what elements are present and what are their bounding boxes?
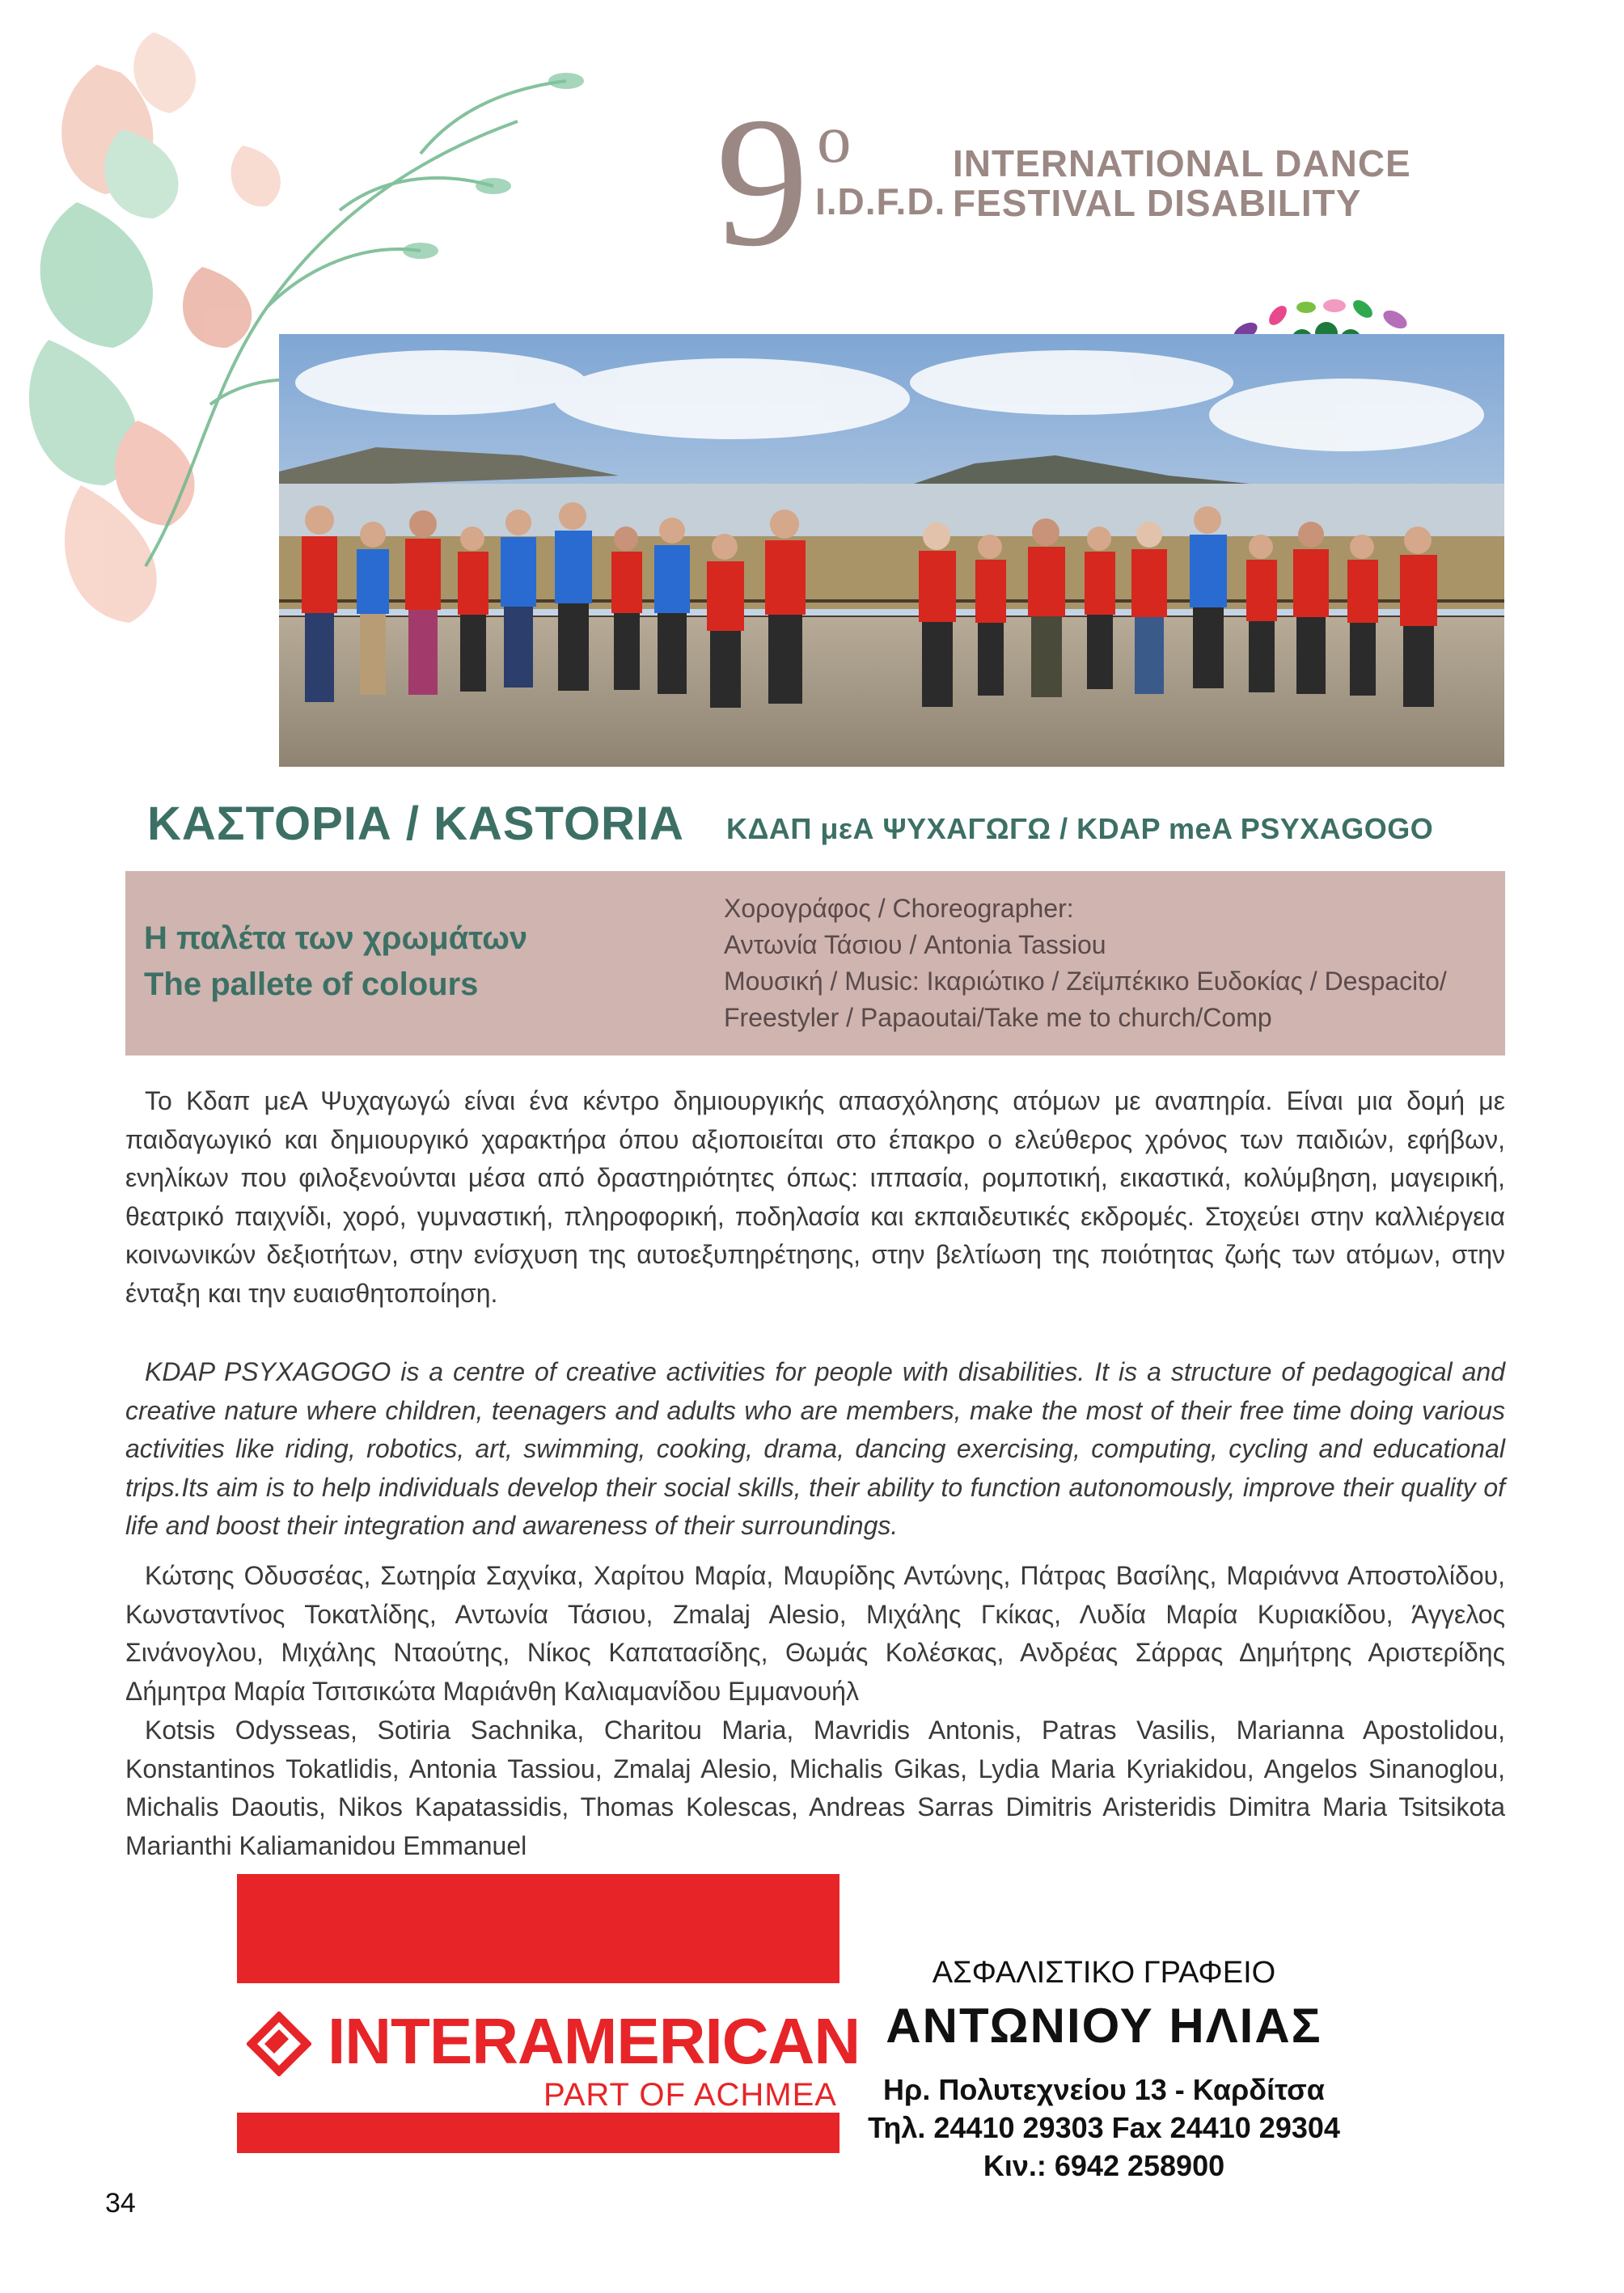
ad-red-band-top — [237, 1874, 839, 1983]
festival-ordinal: ο — [817, 101, 852, 177]
description-english: KDAP PSYXAGOGO is a centre of creative activities for people with disabilities. It is a structure of pedagogical and creative nature where children, teenagers and adults who are members, make the most of their free time doing various activities like riding, robotics, art, swimming, cooking, drama, dancing exercising, computing, cycling and educational trips.Its aim is to help individuals develop their social skills, their ability to function autonomously, improve their quality of life and boost their integration and awareness of their surroundings. — [125, 1357, 1505, 1540]
festival-name-line2: FESTIVAL DISABILITY — [953, 182, 1362, 224]
group-photo — [279, 334, 1504, 767]
interamerican-logo-icon — [247, 2012, 311, 2076]
work-title-english: The pallete of colours — [144, 967, 479, 1002]
work-title-greek: Η παλέτα των χρωμάτων — [144, 920, 528, 956]
office-mobile: Κιν.: 6942 258900 — [983, 2149, 1225, 2182]
credit-line-music: Μουσική / Music: Ικαριώτικο / Ζεϊμπέκικο Ευδοκίας / Despacito/ — [724, 967, 1447, 996]
members-english: Kotsis Odysseas, Sotiria Sachnika, Charitou Maria, Mavridis Antonis, Patras Vasilis, Marianna Apostolidou, Konstantinos Tokatlidis, Antonia Tassiou, Zmalaj Alesio, Michalis Gikas, Lydia Maria Kyriakidou, Angelos Sinanoglou, Michalis Daoutis, Nikos Kapatassidis, Thomas Kolescas, Andreas Sarras Dimitris Aristeridis Dimitra Maria Tsitsikota Marianthi Kaliamanidou Emmanuel — [125, 1716, 1505, 1860]
office-address: Ηρ. Πολυτεχνείου 13 - Καρδίτσα — [883, 2073, 1325, 2106]
ad-red-band-bottom — [237, 2113, 839, 2153]
credit-line-choreographer-name: Αντωνία Τάσιου / Antonia Tassiou — [724, 930, 1106, 959]
location-title: ΚΑΣΤΟΡΙΑ / KASTORIA — [147, 797, 684, 850]
festival-abbreviation: I.D.F.D. — [815, 180, 946, 222]
description-greek: Το Κδαπ μεΑ Ψυχαγωγώ είναι ένα κέντρο δημιουργικής απασχόλησης ατόμων με αναπηρία. Είναι μια δομή με παιδαγωγικό και δημιουργικό χαρακτήρα όπου αξιοποιείται στο έπακρο ο ελεύθερος χρόνος των παιδιών, εφήβων, ενηλίκων που φιλοξενούνται μέσα από δραστηριότητες όπως: ιππασία, ρομποτική, εικαστικά, κολύμβηση, μαγειρική, θεατρικό παιχνίδι, χορό, γυμναστική, πληροφορική, ποδηλασία και εκπαιδευτικές εκδρομές. Στοχεύει στην καλλιέργεια κοινωνικών δεξιοτήτων, στην ενίσχυση της αυτοεξυπηρέτησης, στην βελτίωση της ποιότητας ζωής των ατόμων, στην ένταξη και την ευαισθητοποίηση. — [125, 1086, 1505, 1308]
group-title: ΚΔΑΠ μεΑ ΨΥΧΑΓΩΓΩ / KDAP meA PSYXAGOGO — [726, 812, 1434, 845]
ad-tagline: PART OF ACHMEA — [543, 2077, 837, 2113]
office-name: ΑΝΤΩΝΙΟΥ ΗΛΙΑΣ — [886, 1999, 1322, 2053]
credit-line-music-cont: Freestyler / Papaoutai/Take me to church/Comp — [724, 1003, 1272, 1032]
office-phones: Τηλ. 24410 29303 Fax 24410 29304 — [868, 2111, 1340, 2144]
festival-number: 9 — [716, 78, 809, 285]
festival-name-line1: INTERNATIONAL DANCE — [953, 142, 1411, 184]
credit-line-choreographer-label: Χορογράφος / Choreographer: — [724, 894, 1074, 923]
ad-brand: INTERAMERICAN — [328, 2005, 861, 2077]
office-label: ΑΣΦΑΛΙΣΤΙΚΟ ΓΡΑΦΕΙΟ — [932, 1956, 1276, 1990]
members-greek: Κώτσης Οδυσσέας, Σωτηρία Σαχνίκα, Χαρίτου Μαρία, Μαυρίδης Αντώνης, Πάτρας Βασίλης, Μαριάννα Αποστολίδου, Κωνσταντίνος Τοκατλίδης, Αντωνία Τάσιου, Zmalaj Alesio, Μιχάλης Γκίκας, Λυδία Μαρία Κυριακίδου, Άγγελος Σινάνογλου, Μιχάλης Νταούτης, Νίκος Καπατασίδης, Θωμάς Κολέσκας, Ανδρέας Σάρρας Δημήτρης Αριστερίδης Δήμητρα Μαρία Τσιτσικώτα Μαριάνθη Καλιαμανίδου Εμμανουήλ — [125, 1561, 1505, 1706]
page-number: 34 — [105, 2188, 136, 2219]
